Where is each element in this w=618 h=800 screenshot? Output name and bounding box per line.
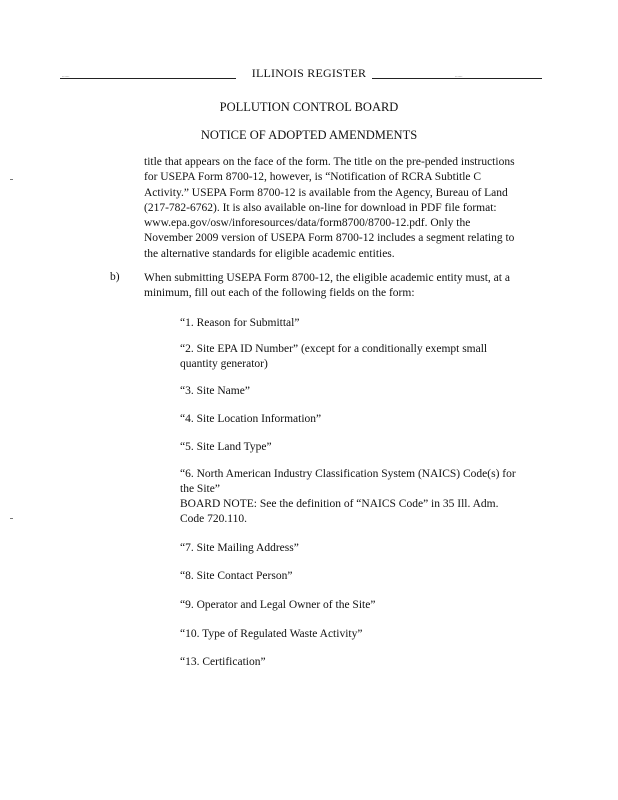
section-b-line: When submitting USEPA Form 8700-12, the eligible academic entity must, at a <box>144 272 510 284</box>
field-item-site-epa-id <box>180 342 520 372</box>
intro-line: title that appears on the face of the form. The title on the pre-pended instructions <box>144 156 515 168</box>
field-item-site-location <box>180 412 520 427</box>
field-line: quantity generator) <box>180 358 268 370</box>
field-item-operator-legal-owner <box>180 598 520 613</box>
intro-line: Activity.” USEPA Form 8700-12 is available from the Agency, Bureau of Land <box>144 186 508 199</box>
header-left-small-text: ...... <box>62 74 70 79</box>
section-b-marker: b) <box>110 271 120 283</box>
field-item-naics-codes <box>180 467 520 527</box>
field-line: “13. Certification” <box>180 656 266 668</box>
intro-line: the alternative standards for eligible academic entities. <box>144 247 395 260</box>
field-line: “5. Site Land Type” <box>180 441 272 453</box>
intro-line: for USEPA Form 8700-12, however, is “Notification of RCRA Subtitle C <box>144 171 482 184</box>
field-item-certification <box>180 655 520 670</box>
field-line: the Site” <box>180 483 220 495</box>
field-item-site-name <box>180 384 520 399</box>
section-b-paragraph <box>144 271 516 302</box>
header-right-small-text: ...... <box>455 74 463 79</box>
field-line: “9. Operator and Legal Owner of the Site” <box>180 599 376 611</box>
field-line: “8. Site Contact Person” <box>180 570 293 582</box>
field-item-site-contact-person <box>180 569 520 584</box>
field-line: “1. Reason for Submittal” <box>180 317 300 329</box>
field-item-reason-for-submittal <box>180 316 520 331</box>
margin-tick <box>10 518 13 519</box>
field-line: “2. Site EPA ID Number” (except for a conditionally exempt small <box>180 343 488 355</box>
intro-line: www.epa.gov/osw/inforesources/data/form8700/8700-12.pdf. Only the <box>144 217 471 230</box>
board-note-line: Code 720.110. <box>180 513 247 525</box>
board-note-line: BOARD NOTE: See the definition of “NAICS Code” in 35 Ill. Adm. <box>180 498 499 510</box>
field-line: “10. Type of Regulated Waste Activity” <box>180 628 363 640</box>
field-item-regulated-waste-activity <box>180 627 520 642</box>
intro-paragraph <box>144 155 516 262</box>
register-title: ILLINOIS REGISTER <box>251 66 367 80</box>
field-line: “6. North American Industry Classification System (NAICS) Code(s) for <box>180 468 516 480</box>
field-item-site-land-type <box>180 440 520 455</box>
board-heading: POLLUTION CONTROL BOARD <box>219 100 399 114</box>
section-b-line: minimum, fill out each of the following fields on the form: <box>144 287 415 300</box>
intro-line: November 2009 version of USEPA Form 8700-12 includes a segment relating to <box>144 232 515 245</box>
margin-tick <box>10 179 13 180</box>
field-line: “7. Site Mailing Address” <box>180 542 299 554</box>
field-item-site-mailing-address <box>180 541 520 556</box>
field-line: “4. Site Location Information” <box>180 413 322 425</box>
notice-heading: NOTICE OF ADOPTED AMENDMENTS <box>200 128 418 142</box>
field-line: “3. Site Name” <box>180 385 250 397</box>
intro-line: (217-782-6762). It is also available on-line for download in PDF file format: <box>144 201 497 214</box>
